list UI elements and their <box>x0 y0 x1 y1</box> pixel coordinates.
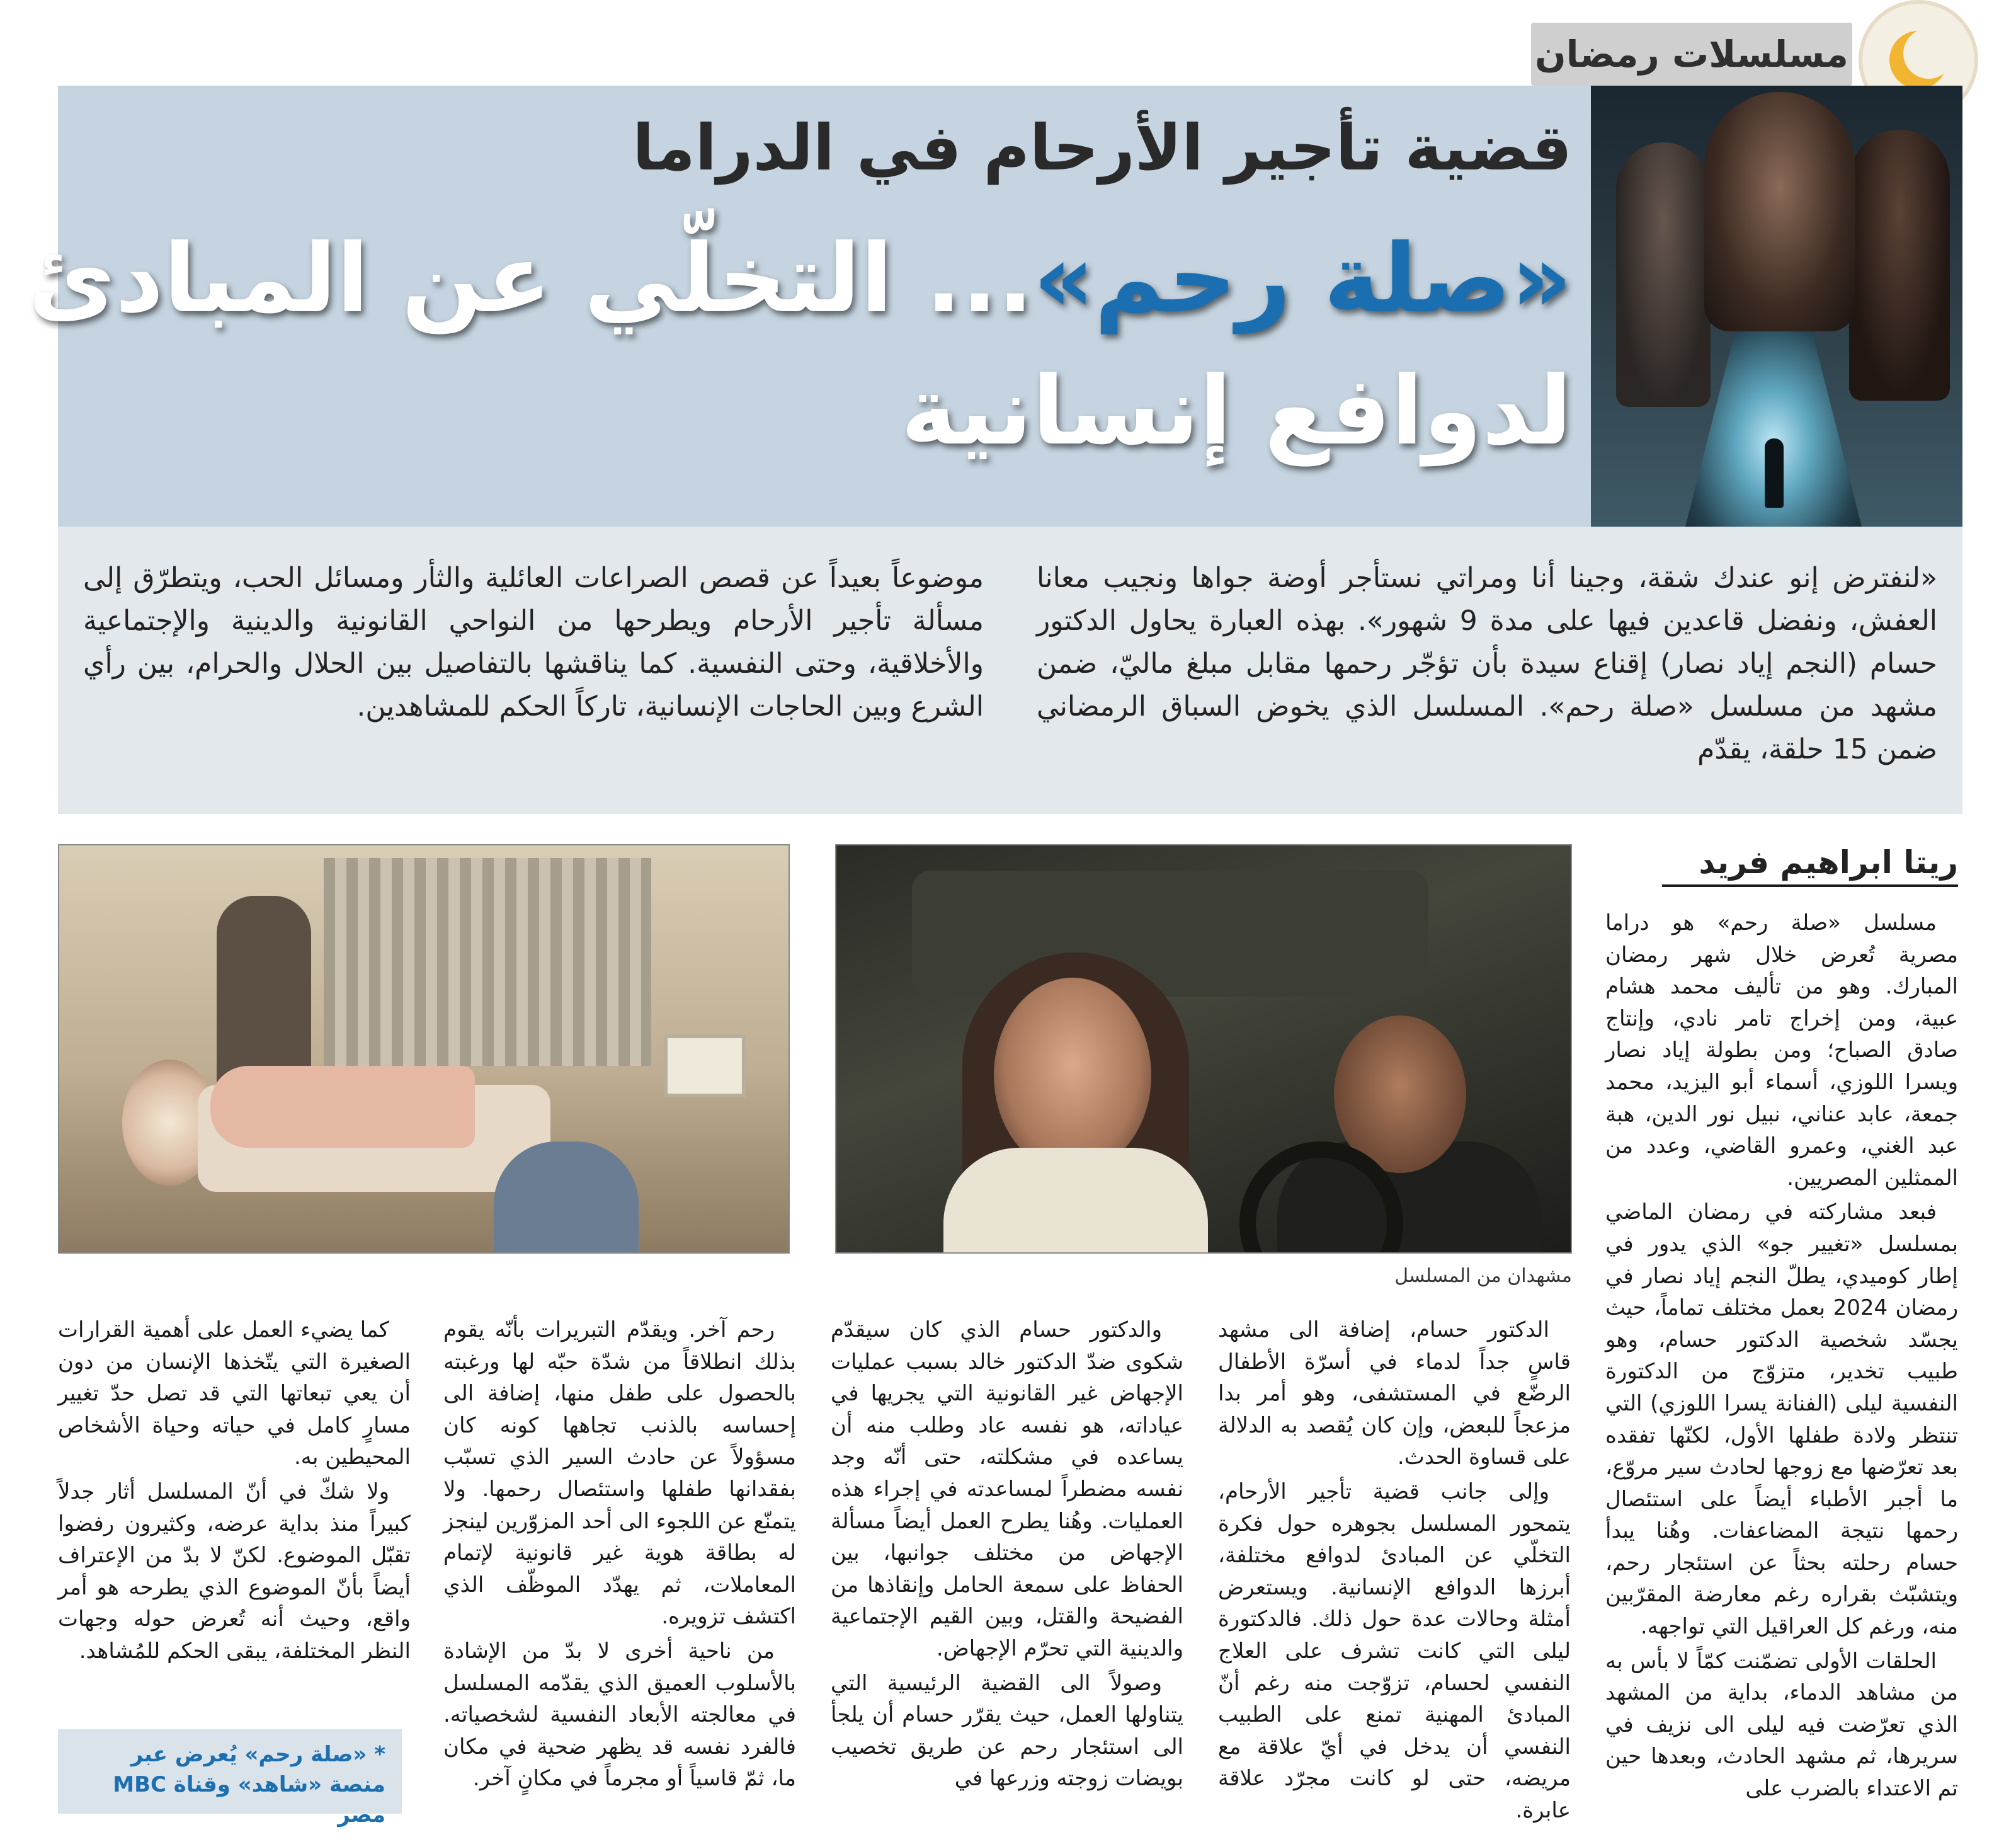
paragraph: كما يضيء العمل على أهمية القرارات الصغيرة التي يتّخذها الإنسان من دون أن يعي تبعاتها التي قد تصل حدّ تغيير مسارٍ كامل في حياته وحياة الأشخاص المحيطين به. <box>58 1317 411 1470</box>
photo-caption: مشهدان من المسلسل <box>1394 1265 1572 1287</box>
headline-quoted: «صلة رحم» <box>1033 224 1572 334</box>
broadcast-note: * «صلة رحم» يُعرض عبر منصة «شاهد» وقناة MBC مصر <box>58 1729 402 1814</box>
hospital-blanket <box>210 1066 475 1148</box>
photo-car-scene <box>835 844 1572 1254</box>
car-woman-body <box>943 1148 1208 1254</box>
paragraph: والدكتور حسام الذي كان سيقدّم شكوى ضدّ الدكتور خالد بسبب عمليات الإجهاض غير القانونية التي يجريها في عياداته، هو نفسه عاد وطلب منه أن يساعده في مشكلته، حتى أنّه وجد نفسه مضطراً لمساعدته في إجراء هذه العمليات. وهُنا يطرح العمل أيضاً مسألة الإجهاض من مختلف جوانبها، بين الحفاظ على سمعة الحامل وإنقاذها من الفضيحة والقتل، وبين القيم الإجتماعية والدينية التي تحرّم الإجهاض. <box>831 1317 1183 1661</box>
hero-figure-woman-right <box>1849 130 1950 401</box>
paragraph: فبعد مشاركته في رمضان الماضي بمسلسل «تغيير جو» الذي يدور في إطار كوميدي، يطلّ النجم إياد نصار في رمضان 2024 بعمل مختلف تماماً، حيث يجسّد شخصية الدكتور حسام، وهو طبيب تخدير، متزوّج من الدكتورة النفسية ليلى (الفنانة يسرا اللوزي) التي تنتظر ولادة طفلها الأول، لكنّها تفقده بعد تعرّضها مع زوجها لحادث سير مروّع، ما أجبر الأطباء أيضاً على استئصال رحمها نتيجة المضاعفات. وهُنا يبدأ حسام رحلته بحثاً عن استئجار رحم، ويتشبّث بقراره رغم معارضة المقرّبين منه، ورغم كل العراقيل التي تواجهه. <box>1605 1199 1958 1640</box>
intro-right: «لنفترض إنو عندك شقة، وجينا أنا ومراتي نستأجر أوضة جواها ونجيب معانا العفش، ونفضل قاعدين فيها على مدة 9 شهور». بهذه العبارة يحاول الدكتور حسام (النجم إياد نصار) إقناع سيدة بأن تؤجّر رحمها مقابل مبلغ ماليّ، ضمن مشهد من مسلسل «صلة رحم». المسلسل الذي يخوض السباق الرمضاني ضمن 15 حلقة، يقدّم <box>1037 562 1937 765</box>
paragraph: ولا شكّ في أنّ المسلسل أثار جدلاً كبيراً منذ بداية عرضه، وكثيرون رفضوا تقبّل الموضوع. لكنّ لا بدّ من الإعتراف أيضاً بأنّ الموضوع الذي يطرحه هو أمر واقع، وحيث أنه تُعرض حوله وجهات النظر المختلفة، يبقى الحكم للمُشاهد. <box>58 1479 411 1664</box>
paragraph: مسلسل «صلة رحم» هو دراما مصرية تُعرض خلال شهر رمضان المبارك. وهو من تأليف محمد هشام عبية، ومن إخراج تامر نادي، وإنتاج صادق الصباح؛ ومن بطولة إياد نصار ويسرا اللوزي، أسماء أبو اليزيد، محمد جمعة، عابد عناني، نبيل نور الدين، هبة عبد الغني، وعمرو القاضي، وعدد من الممثلين المصريين. <box>1605 910 1958 1191</box>
paragraph: وصولاً الى القضية الرئيسية التي يتناولها العمل، حيث يقرّر حسام أن يلجأ الى استئجار رحم عن طريق تخصيب بويضات زوجته وزرعها في <box>831 1670 1183 1792</box>
column-2 <box>1218 1314 1571 1829</box>
column-1 <box>1605 907 1958 1807</box>
hospital-monitor <box>664 1034 746 1097</box>
hospital-woman <box>494 1141 639 1254</box>
column-5 <box>58 1314 411 1670</box>
paragraph: وإلى جانب قضية تأجير الأرحام، يتمحور المسلسل بجوهره حول فكرة التخلّي عن المبادئ لدوافع مختلفة، أبرزها الدوافع الإنسانية. ويستعرض أمثلة وحالات عدة حول ذلك. فالدكتورة ليلى التي كانت تشرف على العلاج النفسي لحسام، تزوّجت منه رغم أنّ المبادئ المهنية تمنع على الطبيب النفسي أن يدخل في أيّ علاقة مع مريضه، حتى لو كانت مجرّد علاقة عابرة. <box>1218 1479 1571 1823</box>
column-4 <box>443 1314 796 1797</box>
car-woman-face <box>994 978 1151 1173</box>
column-3 <box>831 1314 1183 1797</box>
paragraph: رحم آخر. ويقدّم التبريرات بأنّه يقوم بذلك انطلاقاً من شدّة حبّه لها ورغبته بالحصول على طفل منها، إضافة الى إحساسه بالذنب تجاهها كونه كان مسؤولاً عن حادث السير الذي تسبّب بفقدانها طفلها واستئصال رحمها. ولا يتمنّع عن اللجوء الى أحد المزوّرين لينجز له بطاقة هوية غير قانونية لإتمام المعاملات، ثم يهدّد الموظّف الذي اكتشف تزويره. <box>443 1317 796 1630</box>
headline-line-2: لدوافع إنسانية <box>901 357 1572 466</box>
paragraph: الحلقات الأولى تضمّنت كمّاً لا بأس به من مشاهد الدماء، بداية من المشهد الذي تعرّضت فيه ليلى الى نزيف في سريرها، ثم مشهد الحادث، وبعدها حين تم الاعتداء بالضرب على <box>1605 1648 1958 1802</box>
hero-figure-man <box>1704 92 1855 331</box>
photo-hospital-scene <box>58 844 790 1254</box>
hero-image <box>1591 86 1962 527</box>
hospital-blinds <box>324 858 651 1066</box>
headline <box>28 224 1572 334</box>
kicker: قضية تأجير الأرحام في الدراما <box>632 111 1572 185</box>
section-label: مسلسلات رمضان <box>1531 23 1852 86</box>
hero-walker <box>1765 438 1784 508</box>
headline-rest: ... التخلّي عن المبادئ <box>28 224 1034 334</box>
byline: ريتا ابراهيم فريد <box>1662 844 1958 887</box>
hero-figure-woman-left <box>1616 142 1711 407</box>
paragraph: الدكتور حسام، إضافة الى مشهد قاسٍ جداً لدماء في أسرّة الأطفال الرضّع في المستشفى، وهو أمر بدا مزعجاً للبعض، وإن كان يُقصد به الدلالة على قساوة الحدث. <box>1218 1317 1571 1470</box>
paragraph: من ناحية أخرى لا بدّ من الإشادة بالأسلوب العميق الذي يقدّمه المسلسل في معالجته الأبعاد النفسية لشخصياته. فالفرد نفسه قد يظهر ضحية في مكان ما، ثمّ قاسياً أو مجرماً في مكانٍ آخر. <box>443 1638 796 1792</box>
header-band <box>28 86 1962 527</box>
intro-band <box>58 527 1962 814</box>
car-window <box>912 871 1428 997</box>
intro-left: موضوعاً بعيداً عن قصص الصراعات العائلية والثأر ومسائل الحب، ويتطرّق إلى مسألة تأجير الأرحام ويطرحها من النواحي القانونية والدينية والإجتماعية والأخلاقية، وحتى النفسية. كما يناقشها بالتفاصيل بين الحلال والحرام، بين رأي الشرع وبين الحاجات الإنسانية، تاركاً الحكم للمشاهدين. <box>83 562 984 723</box>
